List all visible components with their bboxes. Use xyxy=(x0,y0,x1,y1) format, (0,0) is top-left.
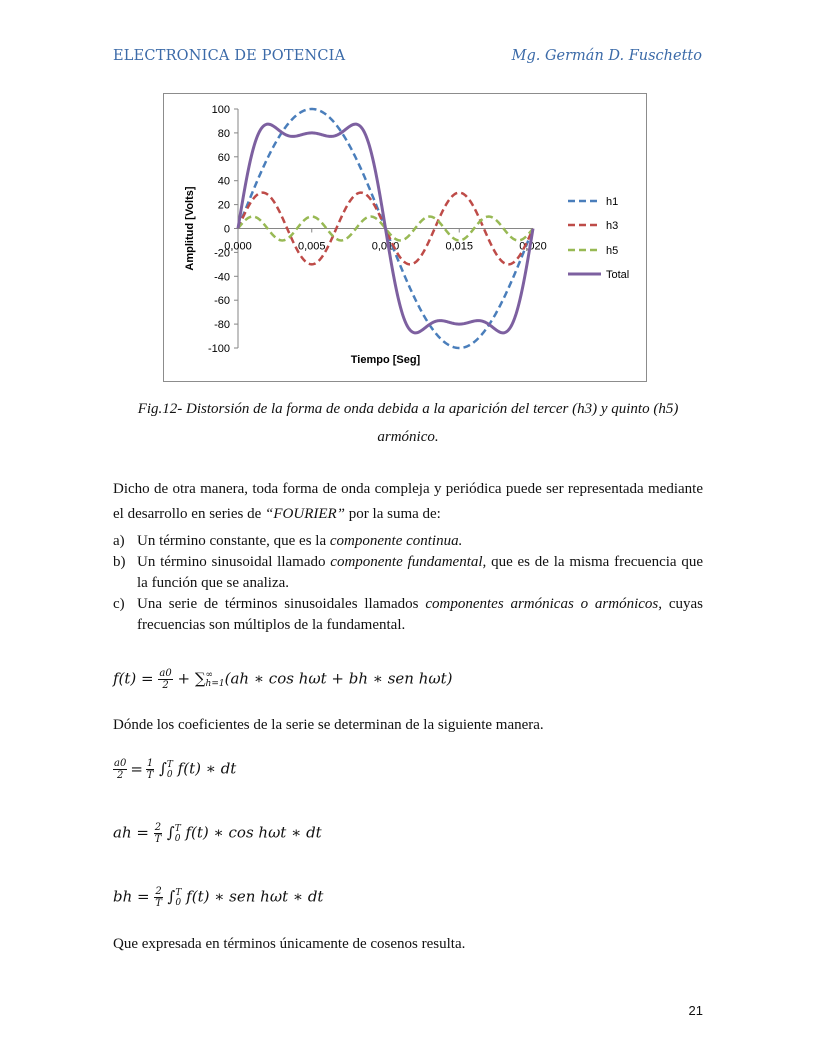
eq-integral: ∫ xyxy=(159,759,167,778)
list-item xyxy=(113,531,703,552)
list-emphasis: componente continua. xyxy=(329,533,463,549)
eq-lhs: ah = xyxy=(113,823,149,842)
y-tick-label: 100 xyxy=(211,104,230,116)
bh-equation xyxy=(113,886,323,909)
para1-fourier: “FOURIER” xyxy=(265,506,346,522)
fourier-terms-list xyxy=(113,531,703,636)
caption-line-2: armónico. xyxy=(377,429,439,445)
y-tick-label: -40 xyxy=(214,271,230,284)
eq-num: 1 xyxy=(146,758,154,769)
x-tick-label: 0,010 xyxy=(371,240,400,253)
y-tick-label: -60 xyxy=(214,295,230,308)
eq-den: 2 xyxy=(116,770,124,781)
x-tick-label: 0,015 xyxy=(445,240,474,253)
list-emphasis: componente fundamental, xyxy=(330,554,487,570)
header-author: Mg. Germán D. Fuschetto xyxy=(511,48,702,64)
eq-int-sup: T xyxy=(175,887,182,898)
eq-sum-sub: h=1 xyxy=(205,678,225,689)
paragraph-cosines: Que expresada en términos únicamente de cosenos resulta. xyxy=(113,936,466,952)
eq-int-sub: 0 xyxy=(175,897,182,908)
eq-den: 2 xyxy=(162,680,169,691)
y-tick-label: 60 xyxy=(217,151,230,164)
y-tick-label: -20 xyxy=(214,247,230,260)
paragraph-coefficients: Dónde los coeficientes de la serie se determinan de la siguiente manera. xyxy=(113,717,544,733)
list-marker: a) xyxy=(113,533,125,549)
x-tick-label: 0,020 xyxy=(519,240,547,253)
list-item xyxy=(113,594,703,636)
eq-rest: f(t) ∗ sen hωt ∗ dt xyxy=(181,887,324,906)
eq-den: T xyxy=(146,770,154,781)
legend-label-h5: h5 xyxy=(606,245,619,257)
x-axis-label: Tiempo [Seg] xyxy=(350,354,421,366)
x-tick-label: 0,000 xyxy=(224,240,252,253)
eq-int-sub: 0 xyxy=(174,833,181,844)
eq-integral: ∫ xyxy=(166,823,175,842)
ah-equation xyxy=(113,822,322,845)
fourier-series-equation xyxy=(113,668,453,691)
eq-int-sup: T xyxy=(166,759,173,770)
list-text-tail: cuyas frecuencias son múltiplos de la fundamental. xyxy=(137,596,703,633)
legend-label-total: Total xyxy=(606,269,630,281)
y-tick-label: 20 xyxy=(217,199,230,212)
y-tick-label: -100 xyxy=(207,343,230,355)
y-tick-label: 80 xyxy=(217,127,230,140)
legend-label-h1: h1 xyxy=(606,196,619,208)
list-emphasis: componentes armónicas o armónicos, xyxy=(425,596,663,612)
eq-int-sup: T xyxy=(174,823,181,834)
eq-num: 2 xyxy=(155,886,162,897)
list-text-tail: que es de la misma frecuencia que la función que se analiza. xyxy=(137,554,703,591)
x-tick-label: 0,005 xyxy=(297,240,326,253)
list-text: Un término sinusoidal llamado xyxy=(137,554,331,570)
legend-label-h3: h3 xyxy=(606,220,619,232)
eq-lhs: f(t) = xyxy=(113,669,159,688)
eq-num: a0 xyxy=(114,758,127,769)
eq-sum-sup: ∞ xyxy=(205,669,214,680)
eq-rest: (ah ∗ cos hωt + bh ∗ sen hωt) xyxy=(224,669,453,688)
eq-rest: f(t) ∗ cos hωt ∗ dt xyxy=(180,823,322,842)
chart-svg xyxy=(164,94,648,383)
para1-text-a: Dicho de otra manera, toda forma de onda compleja y periódica puede ser representada mediante el desarrollo en series de xyxy=(113,481,703,522)
y-tick-label: 40 xyxy=(217,175,230,188)
eq-num: a0 xyxy=(159,668,172,679)
list-text: Una serie de términos sinusoidales llamados xyxy=(137,596,426,612)
list-marker: b) xyxy=(113,554,126,570)
y-axis-label: Amplitud [Volts] xyxy=(184,186,196,271)
list-text: Un término constante, que es la xyxy=(137,533,330,549)
list-marker: c) xyxy=(113,596,125,612)
eq-num: 2 xyxy=(154,822,162,833)
harmonics-chart xyxy=(163,93,647,382)
eq-rest: f(t) ∗ dt xyxy=(172,759,237,778)
list-item xyxy=(113,552,703,594)
y-tick-label: 0 xyxy=(223,223,230,236)
a0-equation xyxy=(113,758,236,781)
figure-caption xyxy=(113,395,703,451)
paragraph-fourier-intro xyxy=(113,477,703,527)
eq-int-sub: 0 xyxy=(166,769,173,780)
eq-sum: + ∑ xyxy=(172,669,206,688)
para1-text-c: por la suma de: xyxy=(345,506,441,522)
caption-line-1: Fig.12- Distorsión de la forma de onda debida a la aparición del tercer (h3) y quinto (h5) xyxy=(137,401,679,417)
header-title: ELECTRONICA DE POTENCIA xyxy=(113,48,346,64)
eq-den: T xyxy=(155,898,162,909)
eq-lhs: bh = xyxy=(113,887,150,906)
eq-den: T xyxy=(154,834,162,845)
eq-equals: = xyxy=(130,759,143,778)
page-number: 21 xyxy=(688,1003,703,1018)
y-tick-label: -80 xyxy=(214,319,230,332)
eq-integral: ∫ xyxy=(167,887,176,906)
